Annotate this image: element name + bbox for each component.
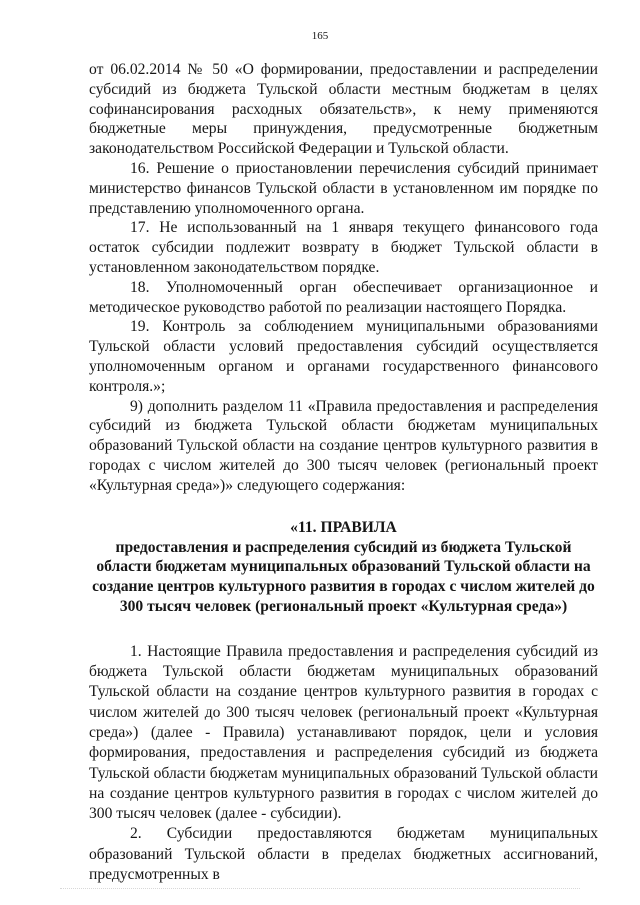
paragraph-rule-1: 1. Настоящие Правила предоставления и распределения субсидий из бюджета Тульской области бюджетам муниципальных образований Тульской области на создание центров культурного развития в городах с числом жителей до 300 тысяч человек (региональный проект «Культурная среда») (далее - Правила) устанавливают порядок, цели и условия формирования, предоставления и распределения субсидий из бюджета Тульской области бюджетам муниципальных образований Тульской области на создание центров культурного развития в городах с числом жителей до 300 тысяч человек (далее - субсидии). xyxy=(89,642,598,823)
scan-artifact-line xyxy=(60,888,580,890)
paragraph-item-17: 17. Не использованный на 1 января текущего финансового года остаток субсидии подлежит возврату в бюджет Тульской области в установленном законодательством порядке. xyxy=(89,219,598,276)
paragraph-item-19: 19. Контроль за соблюдением муниципальными образованиями Тульской области условий предоставления субсидий осуществляется уполномоченным органом и органами государственного финансового контроля.»; xyxy=(89,318,598,395)
document-body xyxy=(89,60,598,885)
section-heading xyxy=(89,518,598,617)
paragraph-continuation: от 06.02.2014 № 50 «О формировании, предоставлении и распределении субсидий из бюджета Тульской области местным бюджетам в целях софинансирования расходных обязательств», к нему применяются бюджетные меры принуждения, предусмотренные бюджетным законодательством Российской Федерации и Тульской области. xyxy=(89,61,598,158)
paragraph-item-9: 9) дополнить разделом 11 «Правила предоставления и распределения субсидий из бюджета Тульской области бюджетам муниципальных образований Тульской области на создание центров культурного развития в городах с числом жителей до 300 тысяч человек (региональный проект «Культурная среда»)» следующего содержания: xyxy=(89,397,598,494)
section-heading-subtitle: предоставления и распределения субсидий из бюджета Тульской области бюджетам муниципальных образований Тульской области на создание центров культурного развития в городах с числом жителей до 300 тысяч человек (региональный проект «Культурная среда») xyxy=(92,538,595,615)
page-number: 165 xyxy=(311,30,329,42)
paragraph-item-16: 16. Решение о приостановлении перечисления субсидий принимает министерство финансов Тульской области в установленном им порядке по представлению уполномоченного органа. xyxy=(89,159,598,217)
paragraph-item-18: 18. Уполномоченный орган обеспечивает организационное и методическое руководство работой по реализации настоящего Порядка. xyxy=(89,278,598,316)
section-heading-title: «11. ПРАВИЛА xyxy=(290,518,397,536)
paragraph-rule-2: 2. Субсидии предоставляются бюджетам муниципальных образований Тульской области в пределах бюджетных ассигнований, предусмотренных в xyxy=(89,825,598,883)
